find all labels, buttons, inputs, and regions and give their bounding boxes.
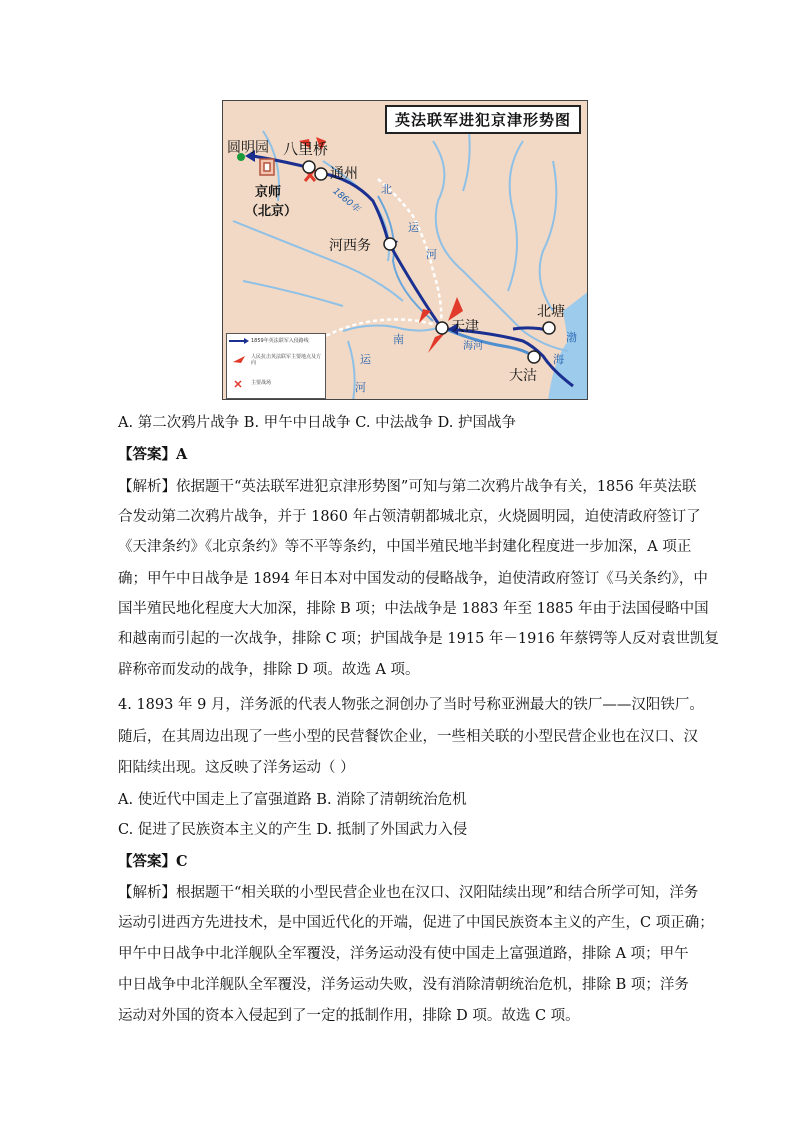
q4-analysis-line: 中日战争中北洋舰队全军覆没，洋务运动失败，没有消除清朝统治危机，排除 B 项；洋务 bbox=[118, 977, 689, 993]
route-year-label: 1860年 bbox=[330, 186, 362, 215]
map-title: 英法联军进犯京津形势图 bbox=[385, 105, 581, 134]
q4-stem-line: 阳陆续出现。这反映了洋务运动（ ） bbox=[118, 760, 355, 776]
label-beitang: 北塘 bbox=[537, 304, 565, 320]
river-label-yun: 运 bbox=[408, 221, 419, 234]
q3-analysis-line: 确；甲午中日战争是 1894 年日本对中国发动的侵略战争，迫使清政府签订《马关条约》，中 bbox=[118, 571, 708, 587]
map-figure bbox=[222, 100, 588, 400]
q4-analysis-line: 运动对外国的资本入侵起到了一定的抵制作用，排除 D 项。故选 C 项。 bbox=[118, 1008, 580, 1024]
q4-analysis-line: 【解析】根据题干“相关联的小型民营企业也在汉口、汉阳陆续出现”和结合所学可知，洋务 bbox=[118, 885, 699, 901]
river-label-haihe: 海河 bbox=[463, 341, 483, 352]
river-label-he2: 河 bbox=[355, 381, 366, 394]
river-label-yun2: 运 bbox=[360, 353, 371, 366]
q3-analysis-line: 国半殖民地化程度大大加深，排除 B 项；中法战争是 1883 年至 1885 年由于法国侵略中国 bbox=[118, 601, 709, 617]
q3-analysis-line: 和越南而引起的一次战争，排除 C 项；护国战争是 1915 年－1916 年蔡锷等人反对袁世凯复 bbox=[118, 631, 719, 647]
label-tongzhou: 通州 bbox=[330, 166, 358, 182]
label-dagu: 大沽 bbox=[509, 368, 537, 384]
legend-row: 1859年英法联军入侵路线 bbox=[229, 338, 321, 350]
q4-option-line: A. 使近代中国走上了富强道路 B. 消除了清朝统治危机 bbox=[118, 792, 467, 808]
legend-row: 主要战场 bbox=[229, 380, 321, 392]
map-legend bbox=[226, 333, 326, 399]
label-beijing: （北京） bbox=[245, 204, 298, 219]
label-yuanmingyuan: 圆明园 bbox=[227, 140, 269, 156]
q3-analysis-line: 合发动第二次鸦片战争，并于 1860 年占领清朝都城北京，火烧圆明园，迫使清政府签订了 bbox=[118, 509, 701, 525]
q4-stem-line: 4. 1893 年 9 月，洋务派的代表人物张之洞创办了当时号称亚洲最大的铁厂——汉阳铁厂。 bbox=[118, 697, 704, 713]
label-hexiwu: 河西务 bbox=[329, 238, 371, 254]
river-label-nan: 南 bbox=[393, 333, 404, 346]
q3-analysis-line: 【解析】依据题干“英法联军进犯京津形势图”可知与第二次鸦片战争有关，1856 年英法联 bbox=[118, 479, 697, 495]
label-tianjin: 天津 bbox=[451, 319, 479, 335]
q4-analysis-line: 甲午中日战争中北洋舰队全军覆没，洋务运动没有使中国走上富强道路，排除 A 项；甲午 bbox=[118, 946, 689, 962]
label-balijiao: 八里桥 bbox=[283, 140, 329, 158]
river-label-bei: 北 bbox=[381, 183, 392, 196]
q4-answer: 【答案】C bbox=[118, 853, 188, 870]
sea-label-hai: 海 bbox=[553, 353, 564, 366]
q3-analysis-line: 《天津条约》《北京条约》等不平等条约，中国半殖民地半封建化程度进一步加深，A 项正 bbox=[118, 539, 692, 555]
q3-analysis-line: 辟称帝而发动的战争，排除 D 项。故选 A 项。 bbox=[118, 662, 420, 678]
q3-options: A. 第二次鸦片战争 B. 甲午中日战争 C. 中法战争 D. 护国战争 bbox=[118, 415, 517, 431]
label-jingshi: 京师 bbox=[255, 185, 282, 200]
sea-label-bo: 渤 bbox=[566, 331, 577, 344]
legend-row: 人民抗击英法联军主要地点及方向 bbox=[229, 354, 321, 366]
q3-answer: 【答案】A bbox=[118, 446, 188, 463]
q4-option-line: C. 促进了民族资本主义的产生 D. 抵制了外国武力入侵 bbox=[118, 822, 468, 838]
river-label-he: 河 bbox=[426, 248, 437, 261]
q4-analysis-line: 运动引进西方先进技术，是中国近代化的开端，促进了中国民族资本主义的产生，C 项正确； bbox=[118, 915, 714, 931]
capital-icon bbox=[260, 159, 274, 175]
q4-stem-line: 随后，在其周边出现了一些小型的民营餐饮企业，一些相关联的小型民营企业也在汉口、汉 bbox=[118, 729, 698, 745]
